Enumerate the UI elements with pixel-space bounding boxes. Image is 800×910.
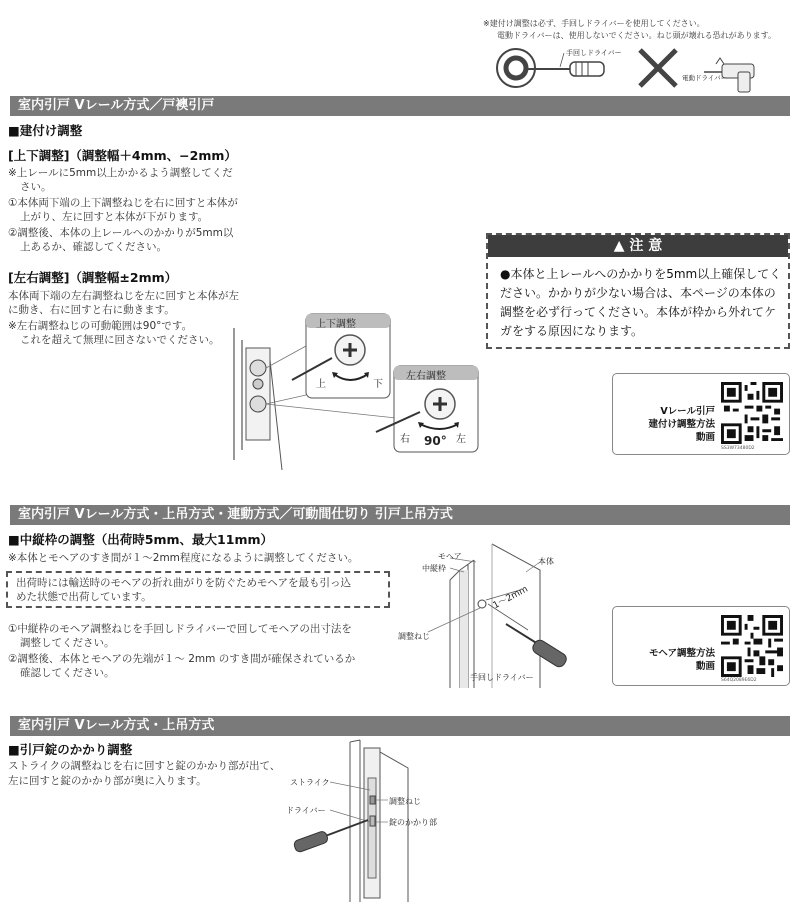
- latch-label: 錠のかかり部: [389, 818, 437, 827]
- horizontal-text-line2: に動き、右に回すと右に動きます。: [8, 304, 175, 316]
- qr-code-icon[interactable]: [721, 382, 783, 444]
- middle-frame-label: 中縦枠: [422, 564, 446, 573]
- strike-label: ストライク: [290, 778, 330, 787]
- section3-title-bar: 室内引戸 Vレール方式・上吊方式: [10, 716, 790, 736]
- section2-title-bar: 室内引戸 Vレール方式・上吊方式・連動方式／可動間仕切り 引戸上吊方式: [10, 505, 790, 525]
- section2-step2-line1: ②調整後、本体とモヘアの先端が１～ 2mm のすき間が確保されているか: [8, 653, 356, 665]
- leftright-box-label: 左右調整: [406, 371, 446, 382]
- section2-step1-line2: 調整してください。: [20, 637, 115, 649]
- gap-label: 1〜2mm: [491, 584, 530, 612]
- qr-code-icon[interactable]: [721, 615, 783, 677]
- qr-card-vrail-label: Vレール引戸 建付け調整方法 動画: [648, 406, 715, 443]
- horizontal-text-line1: 本体両下端の左右調整ねじを左に回すと本体が左: [8, 290, 239, 302]
- section1-heading: ■建付け調整: [8, 123, 83, 138]
- right-label: 右: [400, 434, 410, 445]
- section3-text-line1: ストライクの調整ねじを右に回すと錠のかかり部が出て、: [8, 760, 281, 772]
- driver-usage-illustration: [490, 42, 790, 94]
- prohibited-cross-icon: [640, 50, 676, 86]
- section3-text-line2: 左に回すと錠のかかり部が奥に入ります。: [8, 775, 207, 787]
- caution-header: [488, 235, 788, 257]
- horizontal-note-line1: ※左右調整ねじの可動範囲は90°です。: [8, 320, 193, 332]
- down-label: 下: [373, 379, 383, 390]
- qr-card-vrail-id: SS3W73480D2: [721, 446, 755, 451]
- vertical-step2-line1: ②調整後、本体の上レールへのかかりが5mm以: [8, 227, 234, 239]
- mohair-label: モヘア: [438, 552, 462, 561]
- top-note-line2: 電動ドライバーは、使用しないでください。ねじ頭が壊れる恐れがあります。: [497, 31, 776, 40]
- vertical-note-line2: さい。: [20, 181, 52, 193]
- vertical-step1-line2: 上がり、左に回すと本体が下がります。: [20, 211, 209, 223]
- strike-screw-label: 調整ねじ: [389, 797, 421, 806]
- caution-title: 注 意: [629, 238, 663, 254]
- qr-card-vrail[interactable]: [612, 373, 790, 455]
- hand-driver-label: 手回しドライバー: [566, 49, 622, 57]
- shipping-note-line2: めた状態で出荷しています。: [16, 591, 152, 603]
- horizontal-note-line2: これを超えて無理に回さないでください。: [20, 334, 220, 346]
- qr-card-mohair-label: モヘア調整方法 動画: [648, 648, 715, 672]
- shipping-note-line1: 出荷時には輸送時のモヘアの折れ曲がりを防ぐためモヘアを最も引っ込: [16, 577, 351, 589]
- updown-box-label: 上下調整: [316, 319, 356, 330]
- mohair-adjustment-diagram: [420, 540, 600, 690]
- up-label: 上: [316, 379, 326, 390]
- section2-step2-line2: 確認してください。: [20, 667, 115, 679]
- warning-triangle-icon: ▲: [613, 238, 625, 254]
- caution-box: [486, 233, 790, 349]
- shipping-note-box: [6, 571, 390, 608]
- top-note-line1: ※建付け調整は必ず、手回しドライバーを使用してください。: [483, 19, 705, 28]
- section1-title-bar: 室内引戸 Vレール方式／戸襖引戸: [10, 96, 790, 116]
- body-label: 本体: [538, 557, 554, 566]
- caution-body: ●本体と上レールへのかかりを5mm以上確保してください。かかりが少ない場合は、本ページの本体の調整を必ず行ってください。本体が枠から外れてケガをする原因になります。: [500, 267, 782, 338]
- section3-heading: ■引戸錠のかかり調整: [8, 742, 133, 757]
- section2-heading: ■中縦枠の調整（出荷時5mm、最大11mm）: [8, 532, 274, 547]
- hand-driver-label-2: 手回しドライバー: [470, 673, 534, 682]
- section2-note: ※本体とモヘアのすき間が１～2mm程度になるように調整してください。: [8, 552, 359, 564]
- vertical-note-line1: ※上レールに5mm以上かかるよう調整してくだ: [8, 167, 233, 179]
- vertical-step2-line2: 上あるか、確認してください。: [20, 241, 167, 253]
- power-driver-label: 電動ドライバー: [682, 74, 728, 82]
- horizontal-adjust-title: [左右調整]（調整幅±2mm）: [8, 270, 178, 285]
- section2-step1-line1: ①中縦枠のモヘア調整ねじを手回しドライバーで回してモヘアの出寸法を: [8, 623, 352, 635]
- qr-card-mohair[interactable]: [612, 606, 790, 686]
- angle-label: 90°: [424, 434, 447, 448]
- qr-card-mohair-id: S64Q2089E6D2: [721, 678, 757, 683]
- driver-label: ドライバー: [286, 806, 326, 815]
- adjustment-screw-diagram: [230, 300, 485, 485]
- adjust-screw-label: 調整ねじ: [398, 632, 430, 641]
- vertical-step1-line1: ①本体両下端の上下調整ねじを右に回すと本体が: [8, 197, 238, 209]
- left-label: 左: [456, 434, 466, 445]
- vertical-adjust-title: [上下調整]（調整幅＋4mm、−2mm）: [8, 148, 237, 163]
